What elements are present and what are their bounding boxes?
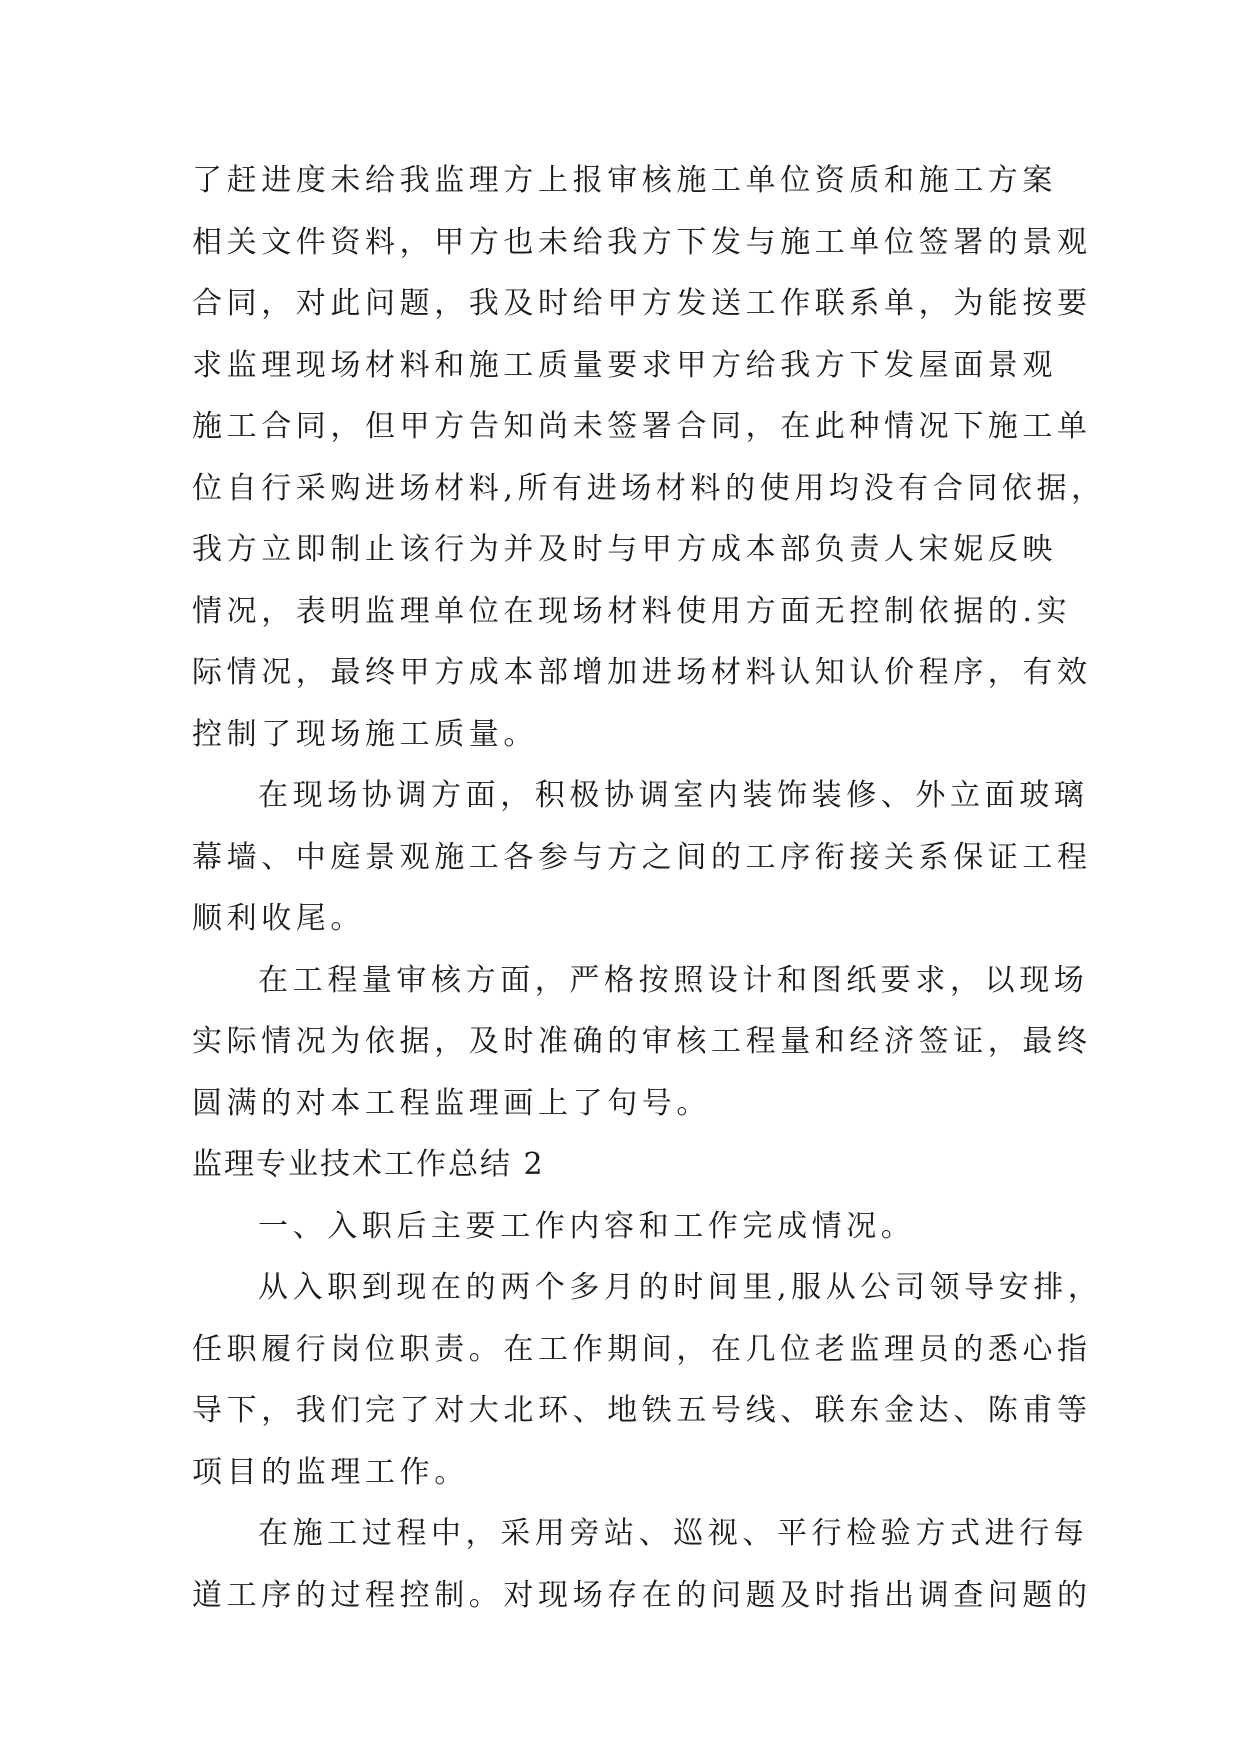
paragraph-duties: [192, 1257, 1103, 1503]
document-body: [192, 150, 1106, 1626]
paragraph-material-control: [192, 150, 1106, 765]
text-line: 情况，表明监理单位在现场材料使用方面无控制依据的.实: [192, 593, 1072, 629]
text-line: 际情况，最终甲方成本部增加进场材料认知认价程序，有效: [192, 655, 1092, 690]
text-line: 在现场协调方面，积极协调室内装饰装修、外立面玻璃: [258, 778, 1089, 813]
text-line: 位自行采购进场材料,所有进场材料的使用均没有合同依据，: [192, 470, 1106, 506]
text-line: 施工合同，但甲方告知尚未签署合同，在此种情况下施工单: [192, 409, 1092, 444]
text-line: 幕墙、中庭景观施工各参与方之间的工序衔接关系保证工程: [192, 839, 1092, 875]
paragraph-process-control: [192, 1503, 1092, 1626]
text-line: 一、入职后主要工作内容和工作完成情况。: [258, 1208, 916, 1244]
text-line: 合同，对此问题，我及时给甲方发送工作联系单，为能按要: [192, 286, 1092, 321]
text-line: 相关文件资料，甲方也未给我方下发与施工单位签署的景观: [192, 224, 1092, 260]
text-line: 圆满的对本工程监理画上了句号。: [192, 1085, 711, 1121]
text-line: 了赶进度未给我监理方上报审核施工单位资质和施工方案: [192, 163, 1057, 198]
text-line: 项目的监理工作。: [192, 1454, 469, 1490]
text-line: 道工序的过程控制。对现场存在的问题及时指出调查问题的: [192, 1577, 1092, 1613]
text-line: 在施工过程中，采用旁站、巡视、平行检验方式进行每: [258, 1516, 1089, 1551]
text-line: 求监理现场材料和施工质量要求甲方给我方下发屋面景观: [192, 347, 1057, 383]
text-line: 顺利收尾。: [192, 901, 365, 936]
text-line: 任职履行岗位职责。在工作期间，在几位老监理员的悉心指: [192, 1331, 1092, 1367]
text-line: 导下，我们完了对大北环、地铁五号线、联东金达、陈甫等: [192, 1393, 1092, 1428]
text-line: 实际情况为依据，及时准确的审核工程量和经济签证，最终: [192, 1024, 1092, 1059]
text-line: 我方立即制止该行为并及时与甲方成本部负责人宋妮反映: [192, 532, 1057, 567]
text-line: 从入职到现在的两个多月的时间里,服从公司领导安排，: [258, 1270, 1103, 1305]
text-line: 控制了现场施工质量。: [192, 716, 538, 752]
paragraph-quantity-review: [192, 950, 1092, 1135]
text-line: 在工程量审核方面，严格按照设计和图纸要求，以现场: [258, 962, 1089, 998]
section-title: 监理专业技术工作总结 2: [192, 1147, 545, 1182]
paragraph-site-coordination: [192, 765, 1092, 950]
section-heading: [192, 1134, 1052, 1196]
paragraph-subheading: [192, 1196, 1052, 1258]
